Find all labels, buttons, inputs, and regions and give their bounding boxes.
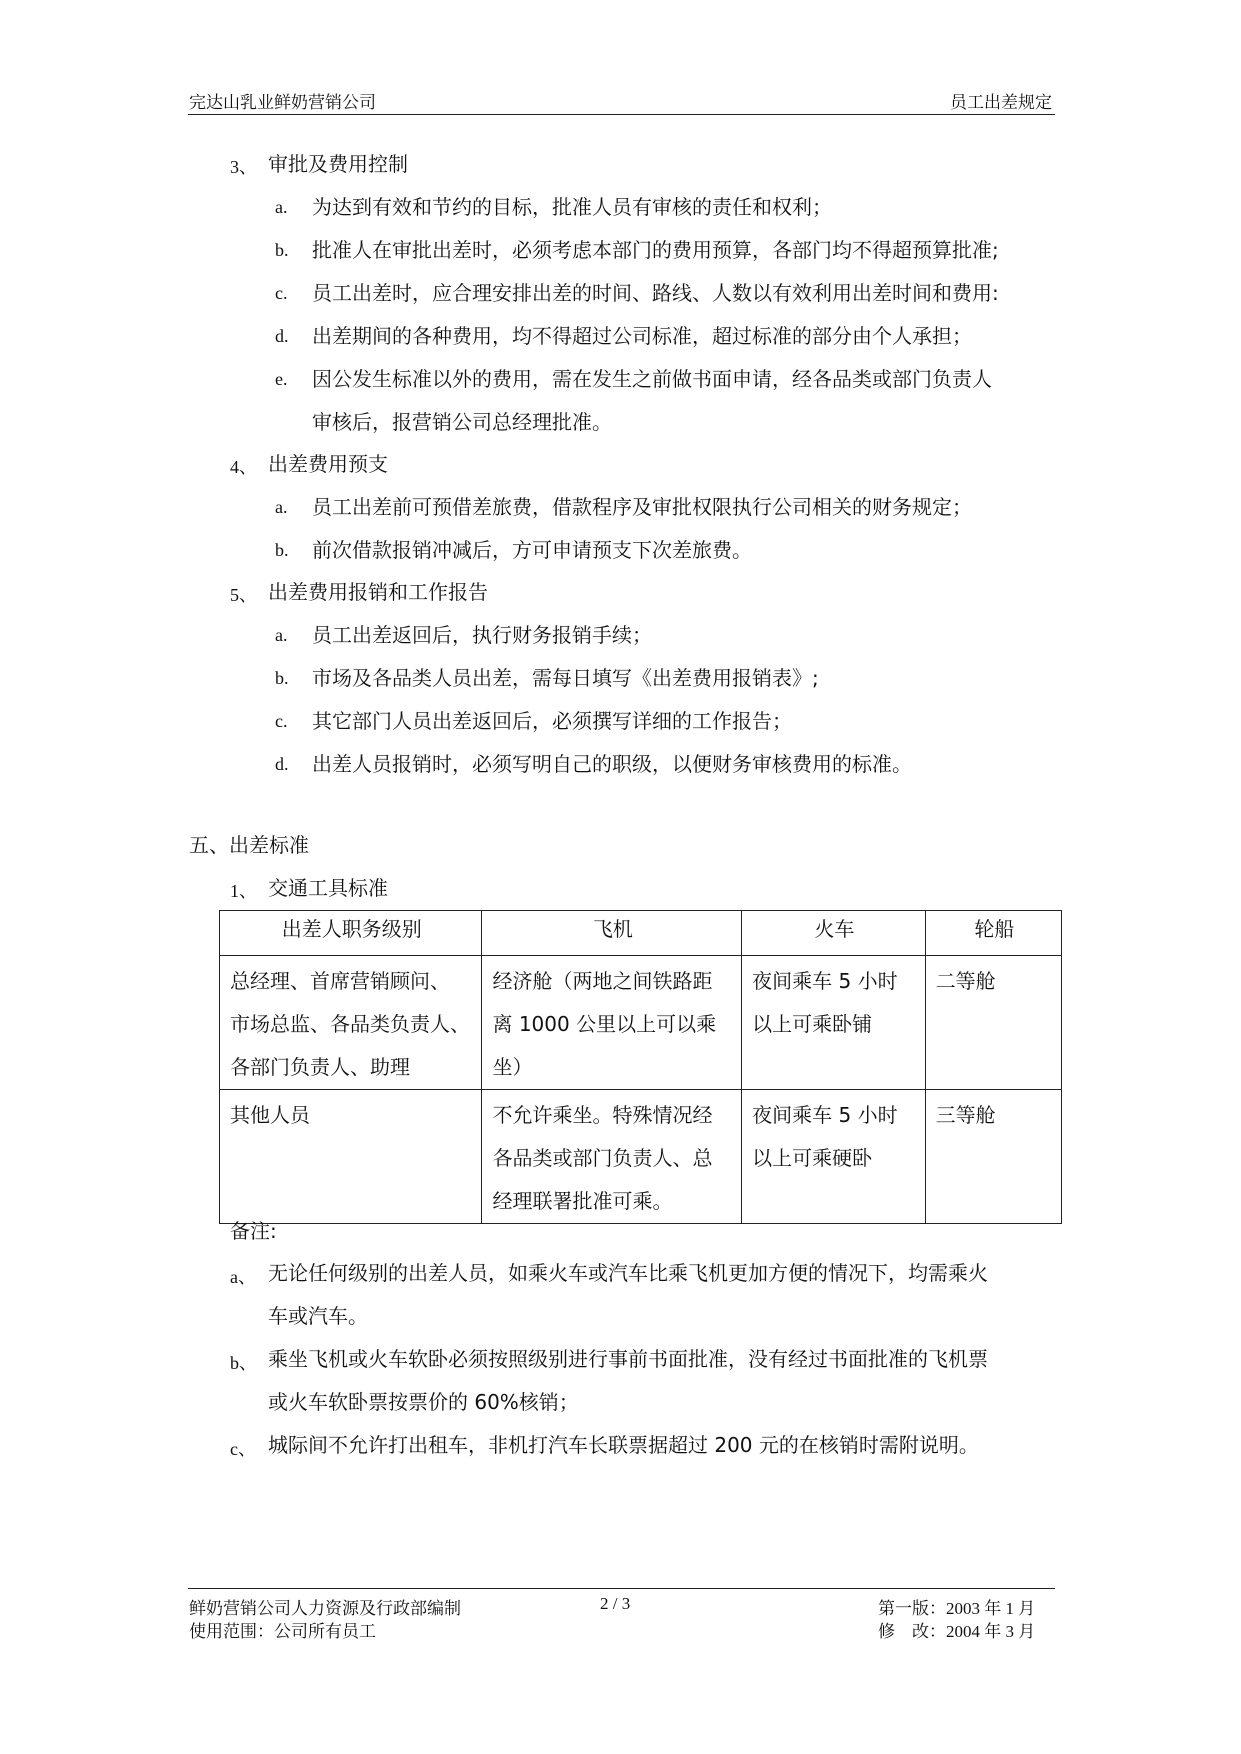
- section3-item-e-continued: 审核后，报营销公司总经理批准。: [312, 410, 612, 434]
- notes-label: 备注:: [230, 1219, 277, 1243]
- footer-dept: 鲜奶营销公司人力资源及行政部编制: [189, 1599, 461, 1618]
- cell-line: 以上可乘卧铺: [752, 1012, 873, 1036]
- cell-line: 其他人员: [230, 1103, 310, 1127]
- transport-standard-table: [219, 910, 1062, 1224]
- table-cell-ship: [925, 1090, 1061, 1224]
- section5-item-b: 市场及各品类人员出差，需每日填写《出差费用报销表》;: [312, 666, 819, 690]
- footer-revision: 修 改：2004 年 3 月: [878, 1622, 1036, 1641]
- footer-page-number: 2 / 3: [600, 1594, 631, 1613]
- section3-item-b: 批准人在审批出差时，必须考虑本部门的费用预算，各部门均不得超预算批准;: [312, 238, 999, 262]
- cell-line: 离 1000 公里以上可以乘: [492, 1012, 717, 1036]
- cell-line: 各品类或部门负责人、总: [492, 1146, 713, 1170]
- cell-line: 坐）: [492, 1055, 533, 1079]
- cell-line: 夜间乘车 5 小时: [752, 969, 898, 993]
- note-a-line2: 车或汽车。: [268, 1304, 368, 1328]
- table-cell-train: [742, 1090, 925, 1224]
- table-cell-plane: [482, 956, 742, 1090]
- cell-line: 不允许乘坐。特殊情况经: [492, 1103, 713, 1127]
- cell-line: 以上可乘硬卧: [752, 1146, 873, 1170]
- table-header-row: [220, 911, 1062, 956]
- section5-item-d: 出差人员报销时，必须写明自己的职级，以便财务审核费用的标准。: [312, 752, 912, 776]
- section3-item-c: 员工出差时，应合理安排出差的时间、路线、人数以有效利用出差时间和费用:: [312, 281, 999, 305]
- section4-item-a: 员工出差前可预借差旅费，借款程序及审批权限执行公司相关的财务规定；: [312, 495, 972, 519]
- section5-item-b-letter: b.: [275, 668, 289, 688]
- section3-item-a-letter: a.: [275, 197, 288, 217]
- note-c-line1: 城际间不允许打出租车，非机打汽车长联票据超过 200 元的在核销时需附说明。: [268, 1433, 979, 1457]
- table-cell-ship: [925, 956, 1061, 1090]
- section3-number: 3、: [230, 157, 257, 177]
- section3-item-a: 为达到有效和节约的目标，批准人员有审核的责任和权利；: [312, 195, 832, 219]
- cell-line: 经理联署批准可乘。: [492, 1189, 673, 1213]
- cell-line: 二等舱: [935, 969, 996, 993]
- chapter5-sub1-title: 交通工具标准: [268, 876, 388, 900]
- table-header-train: 火车: [742, 911, 925, 956]
- section4-title: 出差费用预支: [268, 452, 388, 476]
- section5-title: 出差费用报销和工作报告: [268, 580, 488, 604]
- section4-item-b-letter: b.: [275, 540, 289, 560]
- section3-item-d-letter: d.: [275, 326, 289, 346]
- note-b-letter: b、: [230, 1353, 257, 1373]
- chapter5-sub1-number: 1、: [230, 881, 257, 901]
- note-a-letter: a、: [230, 1267, 256, 1287]
- table-header-plane: 飞机: [482, 911, 742, 956]
- section3-title: 审批及费用控制: [268, 152, 408, 176]
- section3-item-e-letter: e.: [275, 369, 288, 389]
- chapter5-title: 五、出差标准: [189, 833, 309, 857]
- table-row: [220, 956, 1062, 1090]
- section3-item-b-letter: b.: [275, 240, 289, 260]
- table-cell-train: [742, 956, 925, 1090]
- table-header-level: 出差人职务级别: [220, 911, 482, 956]
- section3-item-c-letter: c.: [275, 283, 288, 303]
- section5-item-c: 其它部门人员出差返回后，必须撰写详细的工作报告；: [312, 709, 792, 733]
- section5-item-a: 员工出差返回后，执行财务报销手续；: [312, 623, 652, 647]
- header-doc-title: 员工出差规定: [950, 93, 1052, 112]
- table-cell-level: [220, 1090, 482, 1224]
- note-c-letter: c、: [230, 1439, 256, 1459]
- footer-rule: [188, 1588, 1055, 1589]
- section5-item-a-letter: a.: [275, 625, 288, 645]
- cell-line: 经济舱（两地之间铁路距: [492, 969, 713, 993]
- header-rule: [188, 114, 1055, 115]
- table-cell-level: [220, 956, 482, 1090]
- section4-item-b: 前次借款报销冲减后，方可申请预支下次差旅费。: [312, 538, 752, 562]
- note-a-line1: 无论任何级别的出差人员，如乘火车或汽车比乘飞机更加方便的情况下，均需乘火: [268, 1261, 988, 1285]
- footer-version: 第一版：2003 年 1 月: [878, 1599, 1036, 1618]
- table-cell-plane: [482, 1090, 742, 1224]
- cell-line: 三等舱: [935, 1103, 996, 1127]
- cell-line: 总经理、首席营销顾问、: [230, 969, 450, 993]
- note-b-line1: 乘坐飞机或火车软卧必须按照级别进行事前书面批准，没有经过书面批准的飞机票: [268, 1347, 988, 1371]
- note-b-line2: 或火车软卧票按票价的 60%核销；: [268, 1390, 579, 1414]
- section3-item-e: 因公发生标准以外的费用，需在发生之前做书面申请，经各品类或部门负责人: [312, 367, 992, 391]
- cell-line: 各部门负责人、助理: [230, 1055, 410, 1079]
- section5-item-c-letter: c.: [275, 711, 288, 731]
- header-company: 完达山乳业鲜奶营销公司: [189, 93, 376, 112]
- section5-number: 5、: [230, 585, 257, 605]
- cell-line: 市场总监、各品类负责人、: [230, 1012, 470, 1036]
- section4-item-a-letter: a.: [275, 497, 288, 517]
- section5-item-d-letter: d.: [275, 754, 289, 774]
- section4-number: 4、: [230, 457, 257, 477]
- table-row: [220, 1090, 1062, 1224]
- footer-scope: 使用范围：公司所有员工: [189, 1622, 376, 1641]
- cell-line: 夜间乘车 5 小时: [752, 1103, 898, 1127]
- section3-item-d: 出差期间的各种费用，均不得超过公司标准，超过标准的部分由个人承担；: [312, 324, 972, 348]
- table-header-ship: 轮船: [925, 911, 1061, 956]
